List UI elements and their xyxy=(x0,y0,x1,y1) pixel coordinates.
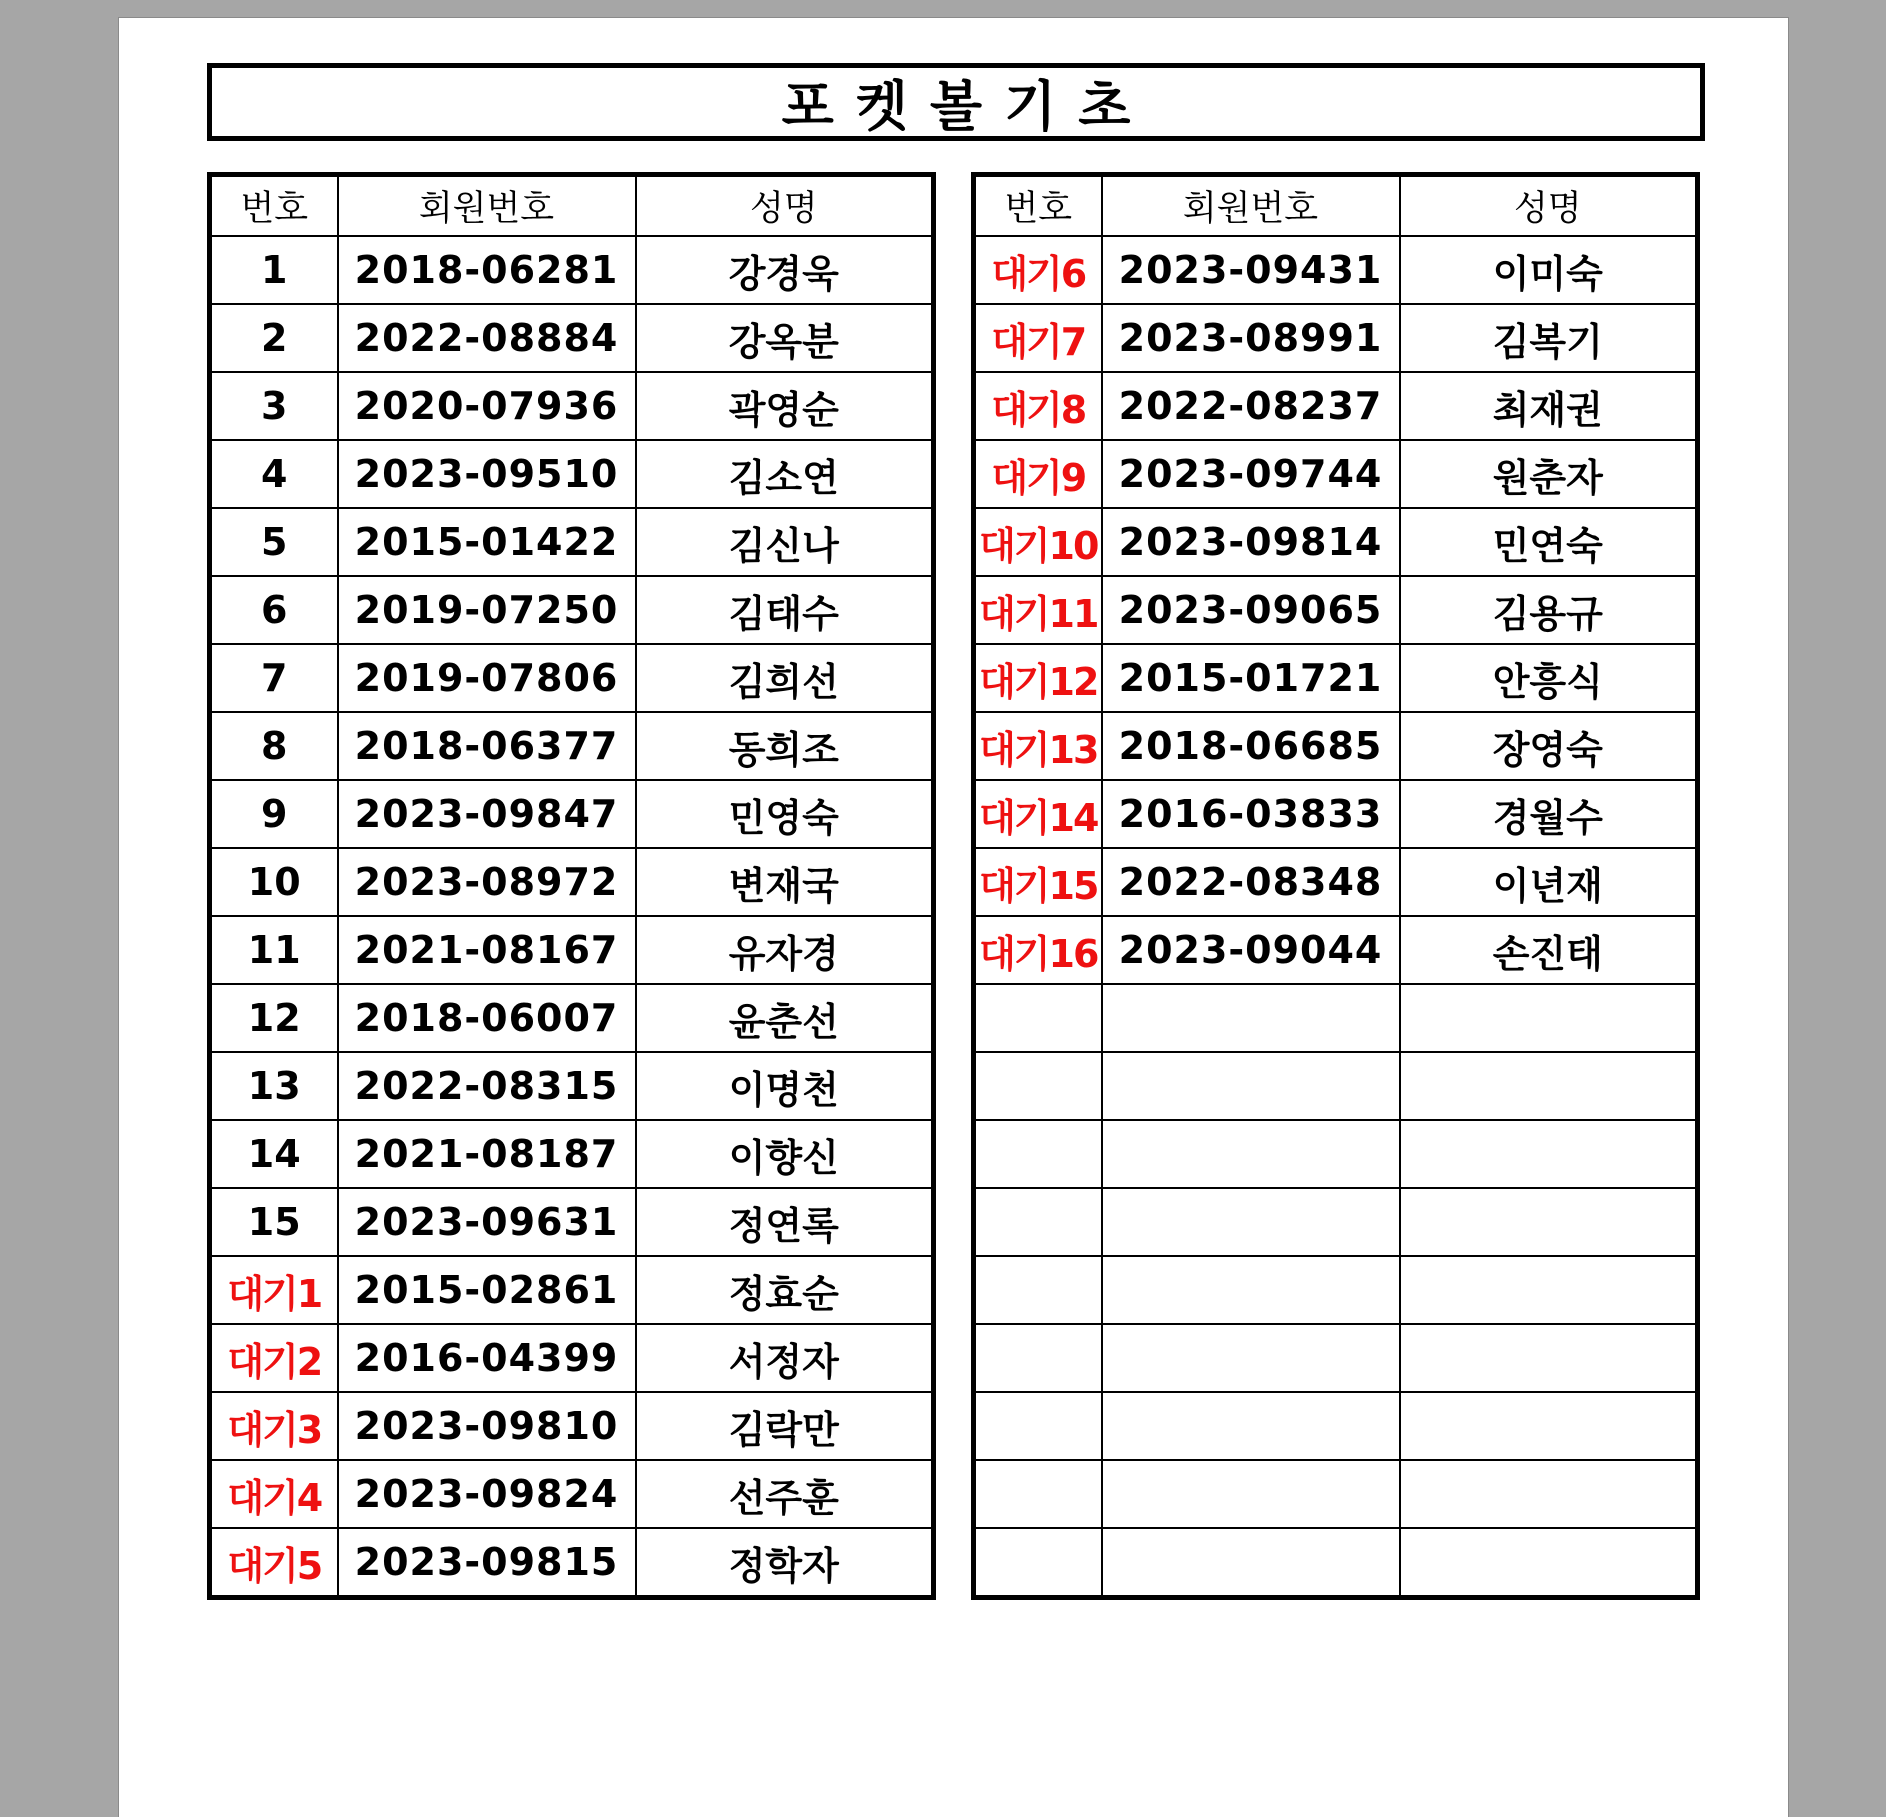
cell-member-id xyxy=(1102,1324,1400,1392)
table-row xyxy=(210,712,934,780)
header-name: 성명 xyxy=(1400,175,1698,237)
cell-no xyxy=(974,1120,1102,1188)
cell-name: 정연록 xyxy=(636,1188,934,1256)
cell-member-id: 2022-08237 xyxy=(1102,372,1400,440)
cell-no: 대기4 xyxy=(210,1460,338,1528)
table-row xyxy=(210,1392,934,1460)
cell-name: 이년재 xyxy=(1400,848,1698,916)
table-row xyxy=(210,1324,934,1392)
cell-no: 4 xyxy=(210,440,338,508)
cell-no xyxy=(974,1460,1102,1528)
table-row xyxy=(210,508,934,576)
cell-member-id: 2018-06685 xyxy=(1102,712,1400,780)
roster-table-left xyxy=(207,172,936,1600)
cell-name: 정효순 xyxy=(636,1256,934,1324)
cell-member-id: 2018-06007 xyxy=(338,984,636,1052)
cell-no: 대기7 xyxy=(974,304,1102,372)
cell-member-id: 2022-08315 xyxy=(338,1052,636,1120)
header-member-id: 회원번호 xyxy=(338,175,636,237)
page-title: 포켓볼기초 xyxy=(781,74,1153,138)
cell-no: 대기8 xyxy=(974,372,1102,440)
cell-member-id: 2016-04399 xyxy=(338,1324,636,1392)
cell-no: 대기16 xyxy=(974,916,1102,984)
cell-name: 강옥분 xyxy=(636,304,934,372)
table-row xyxy=(974,508,1698,576)
cell-member-id: 2023-09044 xyxy=(1102,916,1400,984)
table-row xyxy=(210,1188,934,1256)
cell-name: 안흥식 xyxy=(1400,644,1698,712)
table-row xyxy=(210,576,934,644)
cell-no: 1 xyxy=(210,236,338,304)
cell-no: 6 xyxy=(210,576,338,644)
table-row xyxy=(974,372,1698,440)
cell-member-id: 2015-02861 xyxy=(338,1256,636,1324)
cell-member-id: 2023-09847 xyxy=(338,780,636,848)
cell-member-id xyxy=(1102,1392,1400,1460)
cell-name: 정학자 xyxy=(636,1528,934,1598)
cell-member-id: 2021-08167 xyxy=(338,916,636,984)
table-row xyxy=(210,236,934,304)
cell-name: 유자경 xyxy=(636,916,934,984)
cell-name: 이미숙 xyxy=(1400,236,1698,304)
cell-member-id xyxy=(1102,1256,1400,1324)
cell-member-id xyxy=(1102,1460,1400,1528)
cell-name xyxy=(1400,1120,1698,1188)
table-row xyxy=(974,1392,1698,1460)
cell-name xyxy=(1400,1052,1698,1120)
cell-no xyxy=(974,1528,1102,1598)
cell-no: 대기14 xyxy=(974,780,1102,848)
cell-no: 12 xyxy=(210,984,338,1052)
cell-member-id xyxy=(1102,1528,1400,1598)
cell-no: 8 xyxy=(210,712,338,780)
header-row xyxy=(974,175,1698,237)
cell-member-id: 2023-09744 xyxy=(1102,440,1400,508)
table-row xyxy=(210,1120,934,1188)
cell-name: 김태수 xyxy=(636,576,934,644)
cell-no: 대기3 xyxy=(210,1392,338,1460)
cell-no: 대기12 xyxy=(974,644,1102,712)
cell-no xyxy=(974,1188,1102,1256)
cell-name: 선주훈 xyxy=(636,1460,934,1528)
cell-no: 대기2 xyxy=(210,1324,338,1392)
header-row xyxy=(210,175,934,237)
cell-no xyxy=(974,1324,1102,1392)
table-row xyxy=(974,1256,1698,1324)
table-row xyxy=(210,780,934,848)
cell-member-id: 2020-07936 xyxy=(338,372,636,440)
cell-name: 경월수 xyxy=(1400,780,1698,848)
cell-name xyxy=(1400,1528,1698,1598)
cell-name: 변재국 xyxy=(636,848,934,916)
cell-member-id: 2023-09814 xyxy=(1102,508,1400,576)
header-member-id: 회원번호 xyxy=(1102,175,1400,237)
header-no: 번호 xyxy=(974,175,1102,237)
cell-no xyxy=(974,1392,1102,1460)
header-no: 번호 xyxy=(210,175,338,237)
table-row xyxy=(974,304,1698,372)
cell-member-id: 2015-01721 xyxy=(1102,644,1400,712)
cell-no: 13 xyxy=(210,1052,338,1120)
cell-no xyxy=(974,1052,1102,1120)
cell-member-id: 2023-09631 xyxy=(338,1188,636,1256)
table-row xyxy=(210,1528,934,1598)
cell-member-id: 2023-09065 xyxy=(1102,576,1400,644)
cell-no: 10 xyxy=(210,848,338,916)
cell-name: 서정자 xyxy=(636,1324,934,1392)
table-row xyxy=(974,1052,1698,1120)
table-row xyxy=(974,712,1698,780)
cell-name: 민영숙 xyxy=(636,780,934,848)
table-row xyxy=(210,916,934,984)
cell-member-id xyxy=(1102,1052,1400,1120)
table-row xyxy=(974,984,1698,1052)
cell-member-id: 2018-06377 xyxy=(338,712,636,780)
table-row xyxy=(210,372,934,440)
cell-member-id: 2015-01422 xyxy=(338,508,636,576)
cell-name: 김소연 xyxy=(636,440,934,508)
cell-name xyxy=(1400,1460,1698,1528)
cell-member-id: 2016-03833 xyxy=(1102,780,1400,848)
cell-member-id xyxy=(1102,984,1400,1052)
cell-name: 최재권 xyxy=(1400,372,1698,440)
cell-no: 11 xyxy=(210,916,338,984)
table-row xyxy=(974,1324,1698,1392)
cell-name: 원춘자 xyxy=(1400,440,1698,508)
table-row xyxy=(974,1188,1698,1256)
table-row xyxy=(974,848,1698,916)
table-row xyxy=(210,984,934,1052)
cell-name: 이향신 xyxy=(636,1120,934,1188)
cell-name: 김신나 xyxy=(636,508,934,576)
table-row xyxy=(210,644,934,712)
cell-no: 대기15 xyxy=(974,848,1102,916)
cell-name: 손진태 xyxy=(1400,916,1698,984)
cell-name xyxy=(1400,1188,1698,1256)
table-row xyxy=(974,236,1698,304)
cell-name: 민연숙 xyxy=(1400,508,1698,576)
cell-name: 김희선 xyxy=(636,644,934,712)
cell-member-id: 2021-08187 xyxy=(338,1120,636,1188)
cell-name: 김용규 xyxy=(1400,576,1698,644)
cell-member-id: 2023-08991 xyxy=(1102,304,1400,372)
cell-no: 7 xyxy=(210,644,338,712)
roster-table-right xyxy=(971,172,1700,1600)
table-row xyxy=(974,1120,1698,1188)
cell-no: 대기1 xyxy=(210,1256,338,1324)
cell-no: 9 xyxy=(210,780,338,848)
cell-no: 대기10 xyxy=(974,508,1102,576)
cell-member-id: 2022-08348 xyxy=(1102,848,1400,916)
table-row xyxy=(210,1256,934,1324)
cell-no: 14 xyxy=(210,1120,338,1188)
cell-no: 대기9 xyxy=(974,440,1102,508)
cell-no: 5 xyxy=(210,508,338,576)
table-row xyxy=(210,440,934,508)
table-row xyxy=(974,644,1698,712)
table-row xyxy=(210,848,934,916)
cell-name: 김복기 xyxy=(1400,304,1698,372)
table-row xyxy=(974,780,1698,848)
header-name: 성명 xyxy=(636,175,934,237)
cell-name: 강경욱 xyxy=(636,236,934,304)
cell-no: 대기6 xyxy=(974,236,1102,304)
document-page xyxy=(118,17,1789,1817)
cell-name xyxy=(1400,1324,1698,1392)
table-row xyxy=(974,916,1698,984)
cell-member-id: 2023-09431 xyxy=(1102,236,1400,304)
cell-no xyxy=(974,1256,1102,1324)
cell-member-id: 2023-08972 xyxy=(338,848,636,916)
table-row xyxy=(210,1460,934,1528)
table-row xyxy=(974,1460,1698,1528)
cell-no: 대기11 xyxy=(974,576,1102,644)
cell-member-id xyxy=(1102,1188,1400,1256)
cell-no: 대기5 xyxy=(210,1528,338,1598)
cell-no: 15 xyxy=(210,1188,338,1256)
table-row xyxy=(210,304,934,372)
cell-name: 곽영순 xyxy=(636,372,934,440)
cell-name xyxy=(1400,1256,1698,1324)
cell-member-id: 2022-08884 xyxy=(338,304,636,372)
cell-member-id: 2023-09810 xyxy=(338,1392,636,1460)
cell-member-id: 2023-09824 xyxy=(338,1460,636,1528)
cell-member-id: 2019-07806 xyxy=(338,644,636,712)
cell-member-id xyxy=(1102,1120,1400,1188)
cell-no: 2 xyxy=(210,304,338,372)
cell-name xyxy=(1400,984,1698,1052)
cell-name: 김락만 xyxy=(636,1392,934,1460)
cell-member-id: 2019-07250 xyxy=(338,576,636,644)
table-row xyxy=(974,1528,1698,1598)
title-box xyxy=(207,63,1705,141)
table-row xyxy=(974,440,1698,508)
cell-member-id: 2018-06281 xyxy=(338,236,636,304)
cell-no: 3 xyxy=(210,372,338,440)
cell-no xyxy=(974,984,1102,1052)
cell-name: 윤춘선 xyxy=(636,984,934,1052)
cell-no: 대기13 xyxy=(974,712,1102,780)
cell-name: 이명천 xyxy=(636,1052,934,1120)
cell-name: 동희조 xyxy=(636,712,934,780)
cell-member-id: 2023-09510 xyxy=(338,440,636,508)
cell-name xyxy=(1400,1392,1698,1460)
cell-name: 장영숙 xyxy=(1400,712,1698,780)
table-row xyxy=(974,576,1698,644)
cell-member-id: 2023-09815 xyxy=(338,1528,636,1598)
table-row xyxy=(210,1052,934,1120)
